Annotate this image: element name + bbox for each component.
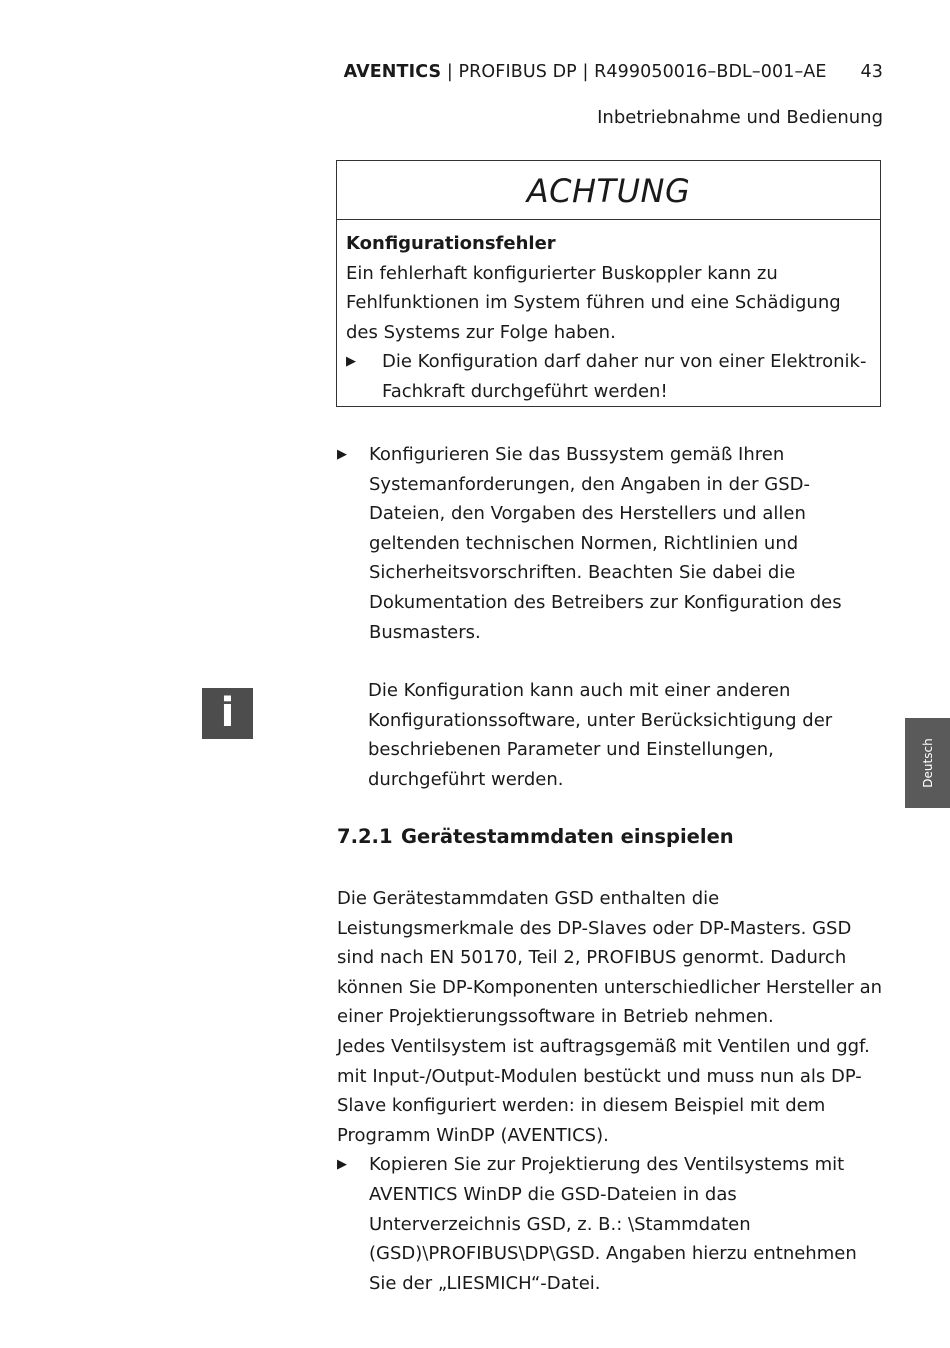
instruction-step-text: Konfigurieren Sie das Bussystem gemäß Ihren Systemanforderungen, den Angaben in der GSD-Dateien, den Vorgaben des Herstellers und allen geltenden technischen Normen, Richtlinien und Sicherheitsvorschriften. Beachten Sie dabei die Dokumentation des Betreibers zur Konfiguration des Busmasters. xyxy=(369,444,842,643)
warning-body xyxy=(337,220,880,406)
instruction-step xyxy=(337,440,882,647)
warning-title: ACHTUNG xyxy=(337,161,880,220)
instruction-step-text: Kopieren Sie zur Projektierung des Ventilsystems mit AVENTICS WinDP die GSD-Dateien in das Unterverzeichnis GSD, z. B.: \Stammdaten (GSD)\PROFIBUS\DP\GSD. Angaben hierzu entnehmen Sie der „LIESMICH“-Datei. xyxy=(369,1154,857,1294)
language-tab xyxy=(905,718,950,808)
document-info: | PROFIBUS DP | R499050016–BDL–001–AE xyxy=(441,62,827,82)
warning-subtitle: Konfigurationsfehler xyxy=(346,233,556,254)
bullet-arrow-icon: ▶ xyxy=(346,354,356,369)
subsection-number: 7.2.1 xyxy=(337,825,393,848)
language-tab-label: Deutsch xyxy=(920,738,935,788)
subsection-title: Gerätestammdaten einspielen xyxy=(401,825,734,848)
subsection-heading xyxy=(337,825,734,848)
bullet-arrow-icon: ▶ xyxy=(337,447,347,462)
body-text xyxy=(337,884,885,1298)
body-paragraph: Die Gerätestammdaten GSD enthalten die Leistungsmerkmale des DP-Slaves oder DP-Masters. GSD sind nach EN 50170, Teil 2, PROFIBUS genormt. Dadurch können Sie DP-Komponenten unterschiedlicher Hersteller an einer Projektierungssoftware in Betrieb nehmen. xyxy=(337,888,883,1028)
warning-instruction-text: Die Konfiguration darf daher nur von einer Elektronik-Fachkraft durchgeführt werden! xyxy=(382,351,867,402)
warning-instruction xyxy=(346,347,870,406)
warning-box xyxy=(336,160,881,407)
instruction-step xyxy=(337,1150,885,1298)
info-icon: i xyxy=(202,688,253,739)
brand-name: AVENTICS xyxy=(343,62,442,82)
warning-text: Ein fehlerhaft konfigurierter Buskoppler kann zu Fehlfunktionen im System führen und eine Schädigung des Systems zur Folge haben. xyxy=(346,262,841,343)
section-title: Inbetriebnahme und Bedienung xyxy=(597,107,883,128)
running-header xyxy=(300,62,883,82)
body-paragraph: Jedes Ventilsystem ist auftragsgemäß mit Ventilen und ggf. mit Input-/Output-Modulen bestückt und muss nun als DP-Slave konfiguriert werden: in diesem Beispiel mit dem Programm WinDP (AVENTICS). xyxy=(337,1035,870,1146)
bullet-arrow-icon: ▶ xyxy=(337,1157,347,1173)
info-note: Die Konfiguration kann auch mit einer anderen Konfigurationssoftware, unter Berücksichtigung der beschriebenen Parameter und Einstellungen, durchgeführt werden. xyxy=(368,680,833,790)
page-number: 43 xyxy=(860,62,883,82)
instruction-steps xyxy=(337,440,882,647)
